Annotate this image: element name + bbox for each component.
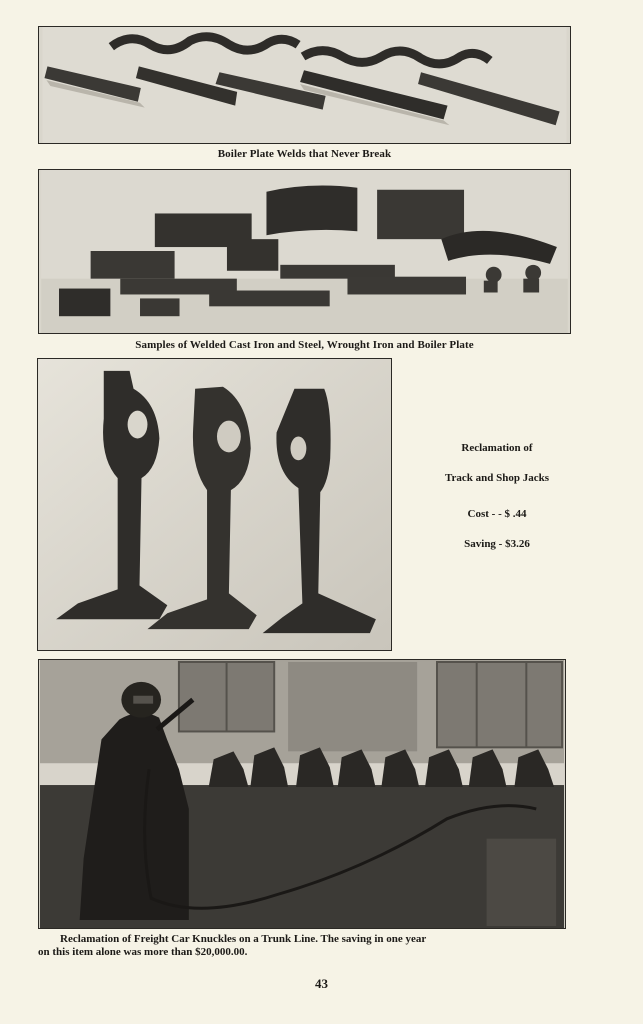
page-number: 43 (315, 976, 328, 991)
knuckles-caption-line1: Reclamation of Freight Car Knuckles on a Trunk Line. The saving in one year (60, 933, 427, 945)
jacks-description (412, 440, 582, 560)
jacks-title-line2: Track and Shop Jacks (444, 472, 550, 484)
boiler-plate-caption: Boiler Plate Welds that Never Break (217, 148, 392, 160)
knuckles-caption (38, 933, 578, 959)
boiler-plate-welds-illustration (39, 27, 570, 143)
jacks-saving: Saving - $3.26 (464, 538, 530, 550)
jacks-title-line1: Reclamation of (461, 442, 533, 454)
welder-illustration (39, 660, 565, 928)
welded-samples-photo (38, 169, 571, 334)
boiler-plate-welds-photo (38, 26, 571, 144)
track-shop-jacks-photo (37, 358, 392, 651)
samples-caption: Samples of Welded Cast Iron and Steel, Wrought Iron and Boiler Plate (135, 339, 474, 351)
welded-samples-illustration (39, 170, 570, 333)
freight-car-knuckles-photo (38, 659, 566, 929)
jacks-cost: Cost - - $ .44 (467, 508, 527, 520)
knuckles-caption-line2: on this item alone was more than $20,000.00. (38, 946, 248, 958)
jacks-illustration (38, 359, 391, 650)
